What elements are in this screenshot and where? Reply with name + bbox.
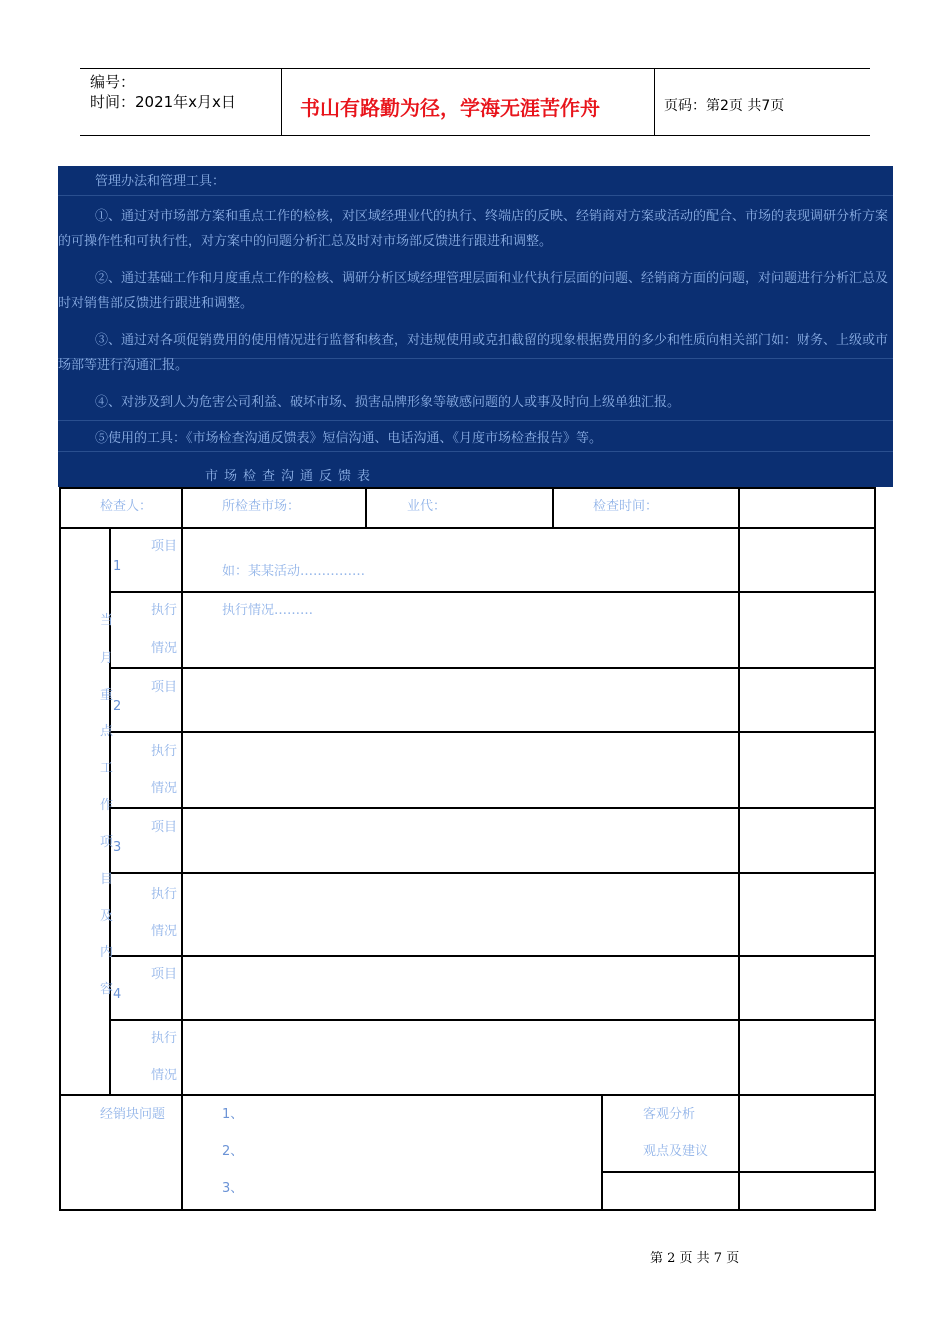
row-line — [111, 807, 874, 809]
col-line — [738, 1096, 740, 1209]
exec-label: 执行 — [151, 744, 178, 759]
project-number: 4 — [113, 987, 122, 1002]
side-label-char: 目 — [100, 872, 114, 887]
side-label-char: 项 — [100, 835, 114, 850]
col-line — [181, 1096, 183, 1209]
panel-separator — [58, 420, 893, 421]
col-line — [181, 529, 183, 1096]
table-border-left — [59, 487, 61, 1211]
doc-time-label: 时间：2021年x月x日 — [90, 93, 236, 111]
table-border-right — [874, 487, 876, 1211]
method-item-2: ②、通过基础工作和月度重点工作的检核、调研分析区域经理管理层面和业代执行层面的问题、经销商方面的问题，对问题进行分析汇总及时对销售部反馈进行跟进和调整。 — [58, 271, 889, 311]
method-item-1: ①、通过对市场部方案和重点工作的检核，对区域经理业代的执行、终端店的反映、经销商对方案或活动的配合、市场的表现调研分析方案的可操作性和可执行性，对方案中的问题分析汇总及时对市场部反馈进行跟进和调整。 — [58, 209, 889, 249]
dealer-item: 3、 — [222, 1181, 244, 1196]
row-line — [111, 955, 874, 957]
row-line — [111, 591, 874, 593]
header-motto: 书山有路勤为径，学海无涯苦作舟 — [300, 96, 600, 120]
form-title: 市场检查沟通反馈表 — [205, 469, 377, 484]
project-number: 1 — [113, 559, 122, 574]
method-item-5: ⑤使用的工具：《市场检查沟通反馈表》短信沟通、电话沟通、《月度市场检查报告》等。 — [95, 431, 603, 446]
project-number: 2 — [113, 699, 122, 714]
method-item-3: ③、通过对各项促销费用的使用情况进行监督和核查，对违规使用或克扣截留的现象根据费用的多少和性质向相关部门如：财务、上级或市场部等进行沟通汇报。 — [58, 333, 889, 373]
col-line — [601, 1096, 603, 1209]
method-item-4: ④、对涉及到人为危害公司利益、破坏市场、损害品牌形象等敏感问题的人或事及时向上级单独汇报。 — [95, 395, 681, 410]
side-label-char: 及 — [100, 909, 114, 924]
section-title: 管理办法和管理工具： — [95, 174, 226, 189]
col-line — [738, 529, 740, 1096]
col-line — [181, 489, 183, 527]
row-line — [111, 1019, 874, 1021]
dealer-issues-label: 经销块问题 — [100, 1107, 166, 1122]
panel-separator — [58, 451, 893, 452]
row-line — [111, 872, 874, 874]
suggestions-label: 观点及建议 — [643, 1144, 709, 1159]
side-label-char: 重 — [100, 688, 114, 703]
col-line — [552, 489, 554, 527]
header-top-rule — [80, 68, 870, 69]
row-line — [111, 667, 874, 669]
analysis-label: 客观分析 — [643, 1107, 696, 1122]
header-divider-right — [654, 68, 655, 136]
table-border-bottom — [59, 1209, 876, 1211]
side-label-char: 工 — [100, 761, 114, 776]
management-methods-panel — [58, 166, 893, 487]
project-content: 如：某某活动…………… — [222, 564, 366, 579]
header-divider-left — [281, 68, 282, 136]
project-label: 项目 — [151, 539, 178, 554]
row-line — [111, 731, 874, 733]
panel-separator — [58, 195, 893, 196]
dealer-item: 2、 — [222, 1144, 244, 1159]
inspector-label: 检查人： — [100, 499, 153, 514]
exec-content: 执行情况……… — [222, 603, 314, 618]
exec-label: 情况 — [151, 924, 178, 939]
project-label: 项目 — [151, 680, 178, 695]
col-line — [738, 489, 740, 527]
side-label-char: 内 — [100, 945, 114, 960]
page-indicator: 页码：第2页 共7页 — [664, 98, 785, 114]
exec-label: 情况 — [151, 1068, 178, 1083]
col-line — [365, 489, 367, 527]
side-label-char: 点 — [100, 724, 114, 739]
agent-label: 业代： — [407, 499, 447, 514]
inspection-time-label: 检查时间： — [593, 499, 659, 514]
header-bottom-rule — [80, 135, 870, 136]
row-line — [603, 1171, 874, 1173]
exec-label: 执行 — [151, 603, 178, 618]
dealer-item: 1、 — [222, 1107, 244, 1122]
exec-label: 情况 — [151, 641, 178, 656]
market-label: 所检查市场： — [222, 499, 301, 514]
page-footer: 第 2 页 共 7 页 — [650, 1251, 740, 1266]
exec-label: 情况 — [151, 781, 178, 796]
side-label-char: 月 — [100, 651, 114, 666]
side-label-char: 容 — [100, 982, 114, 997]
project-number: 3 — [113, 840, 122, 855]
exec-label: 执行 — [151, 887, 178, 902]
project-label: 项目 — [151, 967, 178, 982]
doc-number-label: 编号： — [90, 73, 136, 91]
side-label-char: 当 — [100, 613, 114, 628]
side-label-char: 作 — [100, 798, 114, 813]
project-label: 项目 — [151, 820, 178, 835]
exec-label: 执行 — [151, 1031, 178, 1046]
